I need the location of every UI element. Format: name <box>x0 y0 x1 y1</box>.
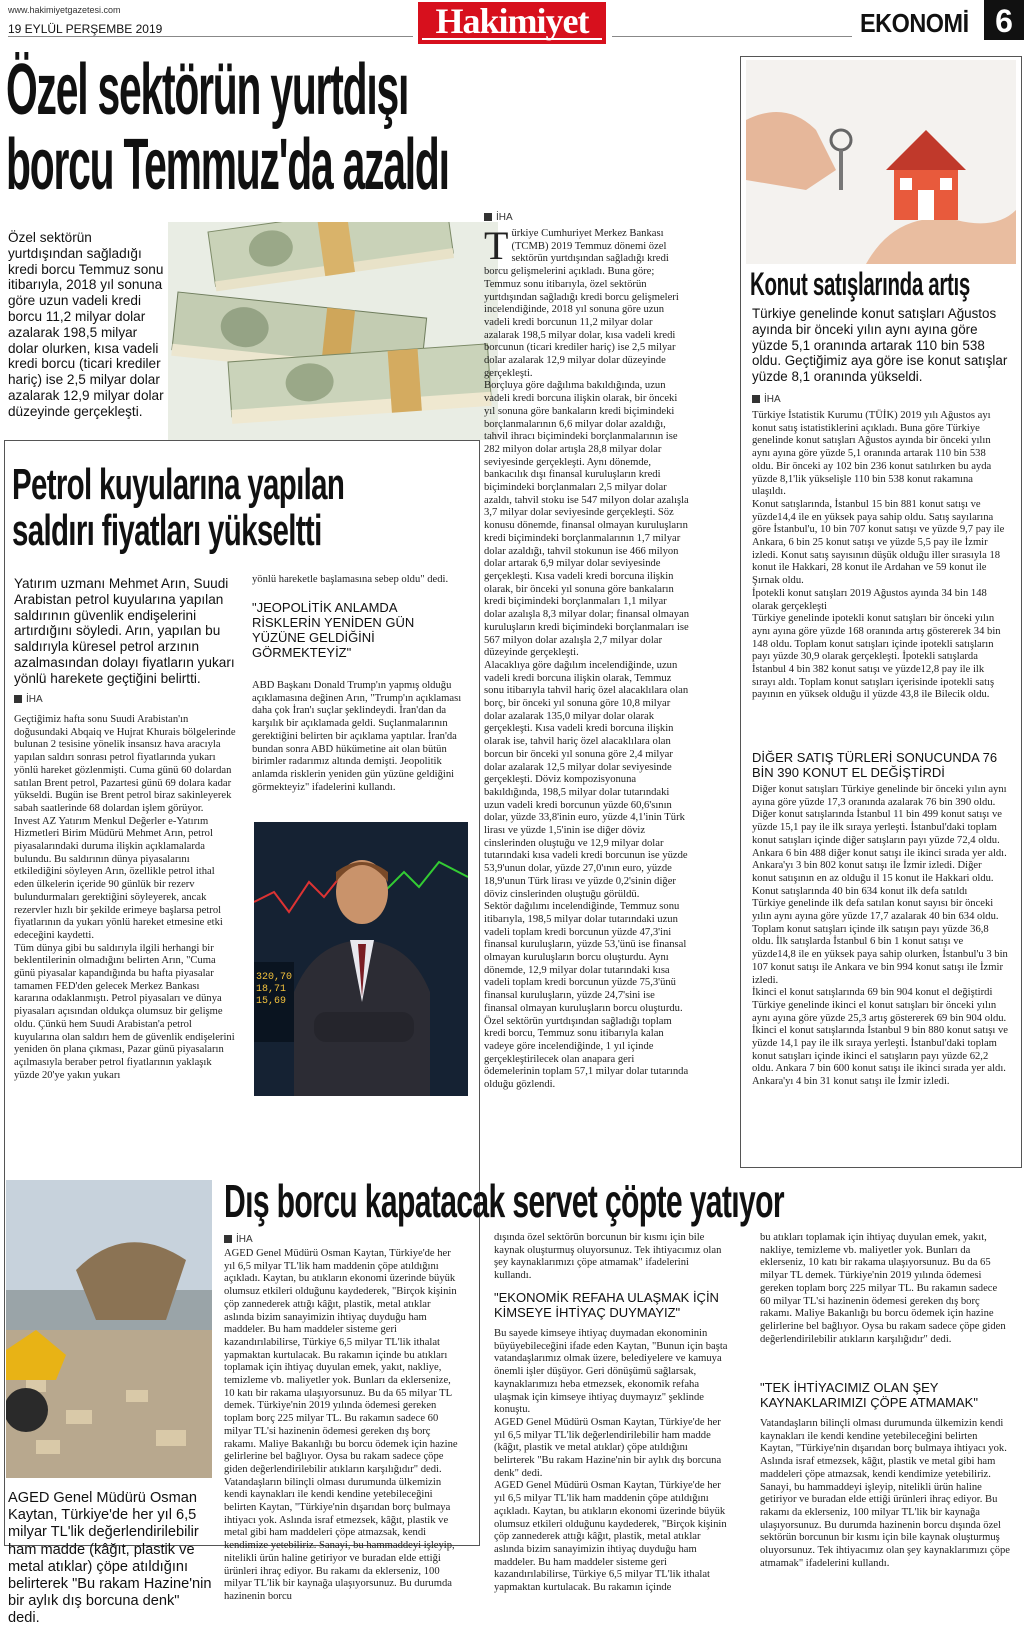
story1-first-paragraph <box>484 223 690 380</box>
dollar-stacks-image <box>168 222 498 440</box>
story2-paragraph: Invest AZ Yatırım Menkul Değerler e-Yatırım Hizmetleri Birim Müdürü Mehmet Arın, petrol piyasalarındaki duruma ilişkin açıklamalarda bulundu. Bu saldırının dünya piyasalarını etkilediğini söyleyen Arın, özellikle petrol ithal eden ülkelerin içeride 90 günlük bir rezerv bulundurmaları gerektiğini söyleyerek, ancak rezervler hızlı bir şekilde erimeye başlarsa petrol fiyatlarının da yukarı yönlü hareket etmesine etki edeceğini kaydetti. <box>14 815 223 941</box>
story3-subhead: DİĞER SATIŞ TÜRLERİ SONUCUNDA 76 BİN 390 KONUT EL DEĞİŞTİRDİ <box>752 750 998 780</box>
story3-lead: Türkiye genelinde konut satışları Ağustos ayında bir önceki yılın aynı ayına göre yüzde 5,1 oranında artarak 110 bin 538 oldu. Geçtiğimiz aya göre ise konut satışlar yüzde 8,1 oranında yükseldi. <box>752 306 1008 385</box>
story4-col3-second: Vatandaşların bilinçli olması durumunda ülkemizin kendi kaynakları ile kendi kendine yetebileceğini belirten Kaytan, "Türkiye'nin dışarıdan borç bulmaya ihtiyacı yok. Aslında israf etmezsek, kâğıt, plastik ve metal gibi ham maddeleri çöpe atmazsak, kendi kendimize yetebiliriz. Sanayi, bu hammaddeyi işleyip, nitelikli ürün haline getiriyor ve buradan elde ettiği ürünleri ihraç ediyor. Bu rakamı da eklerseniz, 100 milyar TL'lik bir kaynağa ulaşıyorsunuz. Bu durumda hazinenin borcu dışında özel sektörün borcunun bir kısmı için bile kaynak oluşturmuş oluyorsunuz. Tek ihtiyacımız olan şey kaynaklarımızı çöpe atmamak" ifadelerini kullandı. <box>760 1418 1011 1569</box>
story2-col2-top: yönlü hareketle başlamasına sebep oldu" dedi. <box>252 574 449 585</box>
screen-number: 15,69 <box>256 996 287 1007</box>
story3-paragraph: Türkiye İstatistik Kurumu (TÜİK) 2019 yılı Ağustos ayı konut satış istatistiklerini açıkladı. Buna göre Türkiye genelinde konut satışları Ağustos ayında bir önceki yılın aynı ayına göre yüzde 5,1 oranında artarak 110 bin 538 oldu. Bir önceki ay 102 bin 236 konut satılırken bu ayda yüzde 8,1'lik yükselişle 110 bin 538 konut rakamına ulaşıldı. <box>752 410 992 498</box>
story1-body-first: ürkiye Cumhuriyet Merkez Bankası (TCMB) 2019 Temmuz dönemi özel sektörün yurtdışından sağladığı kredi borcu gelişmelerini açıkladı. Buna göre; Temmuz sonu itibarıyla, özel sektörün yurtdışından sağladığı kredi borcu gelişmeleri incelendiğinde, 2018 yıl sonuna göre uzun vadeli kredi borcunun 11,2 milyar dolar azalarak 198,5 milyar dolar, kısa vadeli kredi borcunun (ticari krediler hariç) ise 2,5 milyar dolar azalarak 12,9 milyar dolar düzeyinde gerçekleşti. <box>484 228 679 379</box>
story2-paragraph: Geçtiğimiz hafta sonu Suudi Arabistan'ın doğusundaki Abqaiq ve Hujrat Khurais bölgelerinde bulunan 2 tesisine yönelik insansız hava aracıyla yapılan saldırı sonrası petrol fiyatlarında yukarı yönlü hareket gözlenmişti. Cuma günü 60 dolardan satılan Brent petrol, Pazartesi günü 69 dolara kadar yükseldi. Bugün ise Brent petrol biraz sakinleyerek sabah saatlerinde 68 dolardan işlem görüyor. <box>14 714 236 814</box>
header-rule <box>612 36 852 37</box>
masthead-date: 19 EYLÜL PERŞEMBE 2019 <box>8 22 163 36</box>
analyst-photo <box>254 822 468 1096</box>
story2-paragraph: Tüm dünya gibi bu saldırıyla ilgili herhangi bir beklentilerinin olmadığını belirten Arın, "Cuma günü piyasalar kapandığında bu hafta piyasalar tamamen FED'den gelecek Merkez Bankası kararına odaklanmıştı. Petrol piyasaları ve dünya piyasaları açısından oldukça olumsuz bir gelişme oldu. Çünkü hem Suudi Arabistan'a petrol kuyularına olan saldırı hem de güvenlik endişelerini yeniden ön plana çıkması, Pazar günü piyasaların açılmasıyla beraber petrol fiyatlarının yaklaşık yüzde 20'ye yakın yukarı <box>14 942 235 1081</box>
story1-headline-line2: borcu Temmuz'da azaldı <box>6 123 449 206</box>
story2-headline-line2: saldırı fiyatları yükseltti <box>12 506 322 555</box>
story3-body <box>752 410 1008 702</box>
story4-source-label: İHA <box>236 1234 253 1245</box>
story4-col1: AGED Genel Müdürü Osman Kaytan, Türkiye'de her yıl 6,5 milyar TL'lik ham maddenin çöpe atıldığını açıkladı. Kaytan, bu atıkların ekonomi üzerinde büyük olumsuz etkileri olduğunu kaydederek, "Birçok kişinin çöp zannederek attığı kâğıt, plastik, metal atıklar aslında bizim sanayimizin ihtiyaç duyduğu ham maddeler. Bu ham maddeler sisteme geri kazandırılabilirse, Türkiye 6,5 milyar TL'lik ithalat yapmaktan kurtulacak. Bu rakamın içinde bu atıkları toplamak için ihtiyaç duyulan emek, yakıt, nakliye, temizleme vb. maliyetler yok. Bunları da eklersenize, 10 katı bir rakama ulaşıyorsunuz. Bu da 65 milyar TL demek. Türkiye'nin 2019 yılında ödemesi gereken toplam borç 225 milyar TL. Bu rakamın sadece 60 milyar TL'si hazinenin ödemesi gereken dış borç rakamı. Maliye Bakanlığı bu borcu ödemek için hazine gelirlerine bel bağlıyor. Oysa bu rakam sadece çöpe giden değerlendirilebilir atıkların karşılığıdır" dedi. Vatandaşların bilinçli olması durumunda ülkemizin kendi kaynakları ile kendi kendine yetebileceğini belirten Kaytan, "Türkiye'nin dışarıdan borç bulmaya ihtiyacı yok. Aslında israf etmezsek, kâğıt, plastik ve metal gibi ham maddeleri çöpe atmazsak, kendi kendimize yetebiliriz. Sanayi, bu hammaddeyi işleyip, nitelikli ürün haline getiriyor ve buradan elde ettiği ürünleri ihraç ediyor. Bu rakamı da eklerseniz, 100 milyar TL'lik bir kaynağa ulaşıyorsunuz. Bu durumda hazinenin borcu <box>224 1248 458 1602</box>
money-photo <box>168 222 498 440</box>
story2-lead: Yatırım uzmanı Mehmet Arın, Suudi Arabistan petrol kuyularına yapılan saldırının güvenlik endişelerini artırdığını söyledi. Arın, yapılan bu saldırıyla küresel petrol arzının azalmasından dolayı fiyatların yukarı yönlü harekete geçtiğini belirtti. <box>14 576 235 686</box>
story3-headline: Konut satışlarında artış <box>750 266 970 302</box>
story2-headline <box>12 462 481 554</box>
story2-headline-line1: Petrol kuyularına yapılan <box>12 460 345 509</box>
house-icon <box>886 130 966 220</box>
page-number: 6 <box>984 0 1024 40</box>
source-square-icon <box>484 213 492 221</box>
story2-col2-body: ABD Başkanı Donald Trump'ın yapmış olduğu açıklamasına değinen Arın, "Trump'ın açıklaması daha çok İran'ı suçlar şeklindeydi. İran'dan da karşılık bir açıklamada geldi. Suçlanmalarının gerektiğini belirten bir açıklama yaptılar. İran'da bundan sonra ABD hükümetine ait olan bütün birimler radarımız altında demişti. Jeopolitik anlamda risklerin yeniden gün yüzüne geldiğini görmekteyiz" ifadelerini kullandı. <box>252 680 462 793</box>
screen-number: 18,71 <box>256 984 287 995</box>
story3-paragraph: Diğer konut satışları Türkiye genelinde bir önceki yılın aynı ayına göre yüzde 17,3 oranında azalarak 76 bin 390 oldu. Diğer konut satışlarında İstanbul 11 bin 499 konut satışı ve yüzde 15,1 pay ile ilk sıraya yerleşti. İstanbul'daki toplam konut satışları içinde diğer satışların payı yüzde 72,4 oldu. Ankara 6 bin 488 diğer konut satışı ile ikinci sırada yer aldı. Ankara'yı 3 bin 802 konut satışı ile İzmir izledi. Diğer konut satışının en az olduğu il 15 konut ile Hakkari oldu. <box>752 784 1007 884</box>
story1-source <box>484 212 513 223</box>
story4-subhead2: "TEK İHTİYACIMIZ OLAN ŞEY KAYNAKLARIMIZI ÇÖPE ATMAMAK" <box>760 1380 978 1410</box>
story3-body2 <box>752 784 1008 1089</box>
story1-source-label: İHA <box>496 212 513 223</box>
story4-source <box>224 1234 253 1245</box>
masthead-website: www.hakimiyetgazetesi.com <box>8 5 121 15</box>
story1-headline <box>6 48 726 206</box>
story1-body <box>484 223 690 1092</box>
story3-paragraph: Türkiye genelinde ilk defa satılan konut sayısı bir önceki yılın aynı ayına göre yüzde 17,7 azalarak 40 bin 634 oldu. Toplam konut satışları içinde ilk satışın payı yüzde 36,8 oldu. İlk satışlarda İstanbul 6 bin 1 konut satışı ve yüzde14,8 ile en yüksek paya sahip olurken, İstanbul'u 3 bin 107 konut satışı ile Ankara ve bin 994 konut satışı ile İzmir izledi. <box>752 898 1008 986</box>
story3-source-label: İHA <box>764 394 781 405</box>
story2-source <box>14 694 43 705</box>
story4-col3-first: bu atıkları toplamak için ihtiyaç duyulan emek, yakıt, nakliye, temizleme vb. maliyetler yok. Bunları da eklerseniz, 10 katı bir rakama ulaşıyorsunuz. Bu da 65 milyar TL demek. Türkiye'nin 2019 yılında ödemesi gereken toplam borç 225 milyar TL. Bu rakamın sadece 60 milyar TL'si hazinenin ödemesi gereken dış borç rakamı. Maliye Bakanlığı bu borcu ödemek için hazine gelirlerine bel bağlıyor. Oysa bu rakam sadece çöpe giden değerlendirilebilir atıkların karşılığıdır" dedi. <box>760 1232 1006 1345</box>
story3-source <box>752 394 781 405</box>
story3-paragraph: Türkiye genelinde ikinci el konut satışları bir önceki yılın aynı ayına göre yüzde 25,3 artış göstererek 69 bin 904 oldu. İkinci el konut satışlarında İstanbul 9 bin 880 konut satışı ve yüzde 14,1 pay ile ilk sıraya yerleşti. İstanbul'daki toplam konut satışları içinde ikinci el satışların payı yüzde 62,2 oldu. Ankara 7 bin 600 konut satışı ile ikinci sırada yer aldı. Ankara'yı 4 bin 31 konut satışı ile İzmir izledi. <box>752 999 1008 1088</box>
source-square-icon <box>224 1235 232 1243</box>
story1-paragraph: Alacaklıya göre dağılım incelendiğinde, uzun vadeli kredi borcuna ilişkin olarak, Temmuz sonu itibarıyla tahvil hariç özel alacaklılara olan borç, bir önceki yıl sonuna göre 10,8 milyar dolar azalarak 135,0 milyar dolar olarak gerçekleşti. Kısa vadeli kredi borcuna ilişkin olarak ise, tahvil hariç özel alacaklılara olan borcun bir önceki yıl sonuna göre 2,4 milyar dolar azalarak 12,5 milyar dolar seviyesinde gerçekleşti. Döviz kompozisyonuna bakıldığında, 198,5 milyar dolar tutarındaki uzun vadeli kredi borcunun yüzde 60,6'sının dolar, yüzde 33,8'inin euro, yüzde 4,1'inin Türk lirası ve yüzde 1,5'inin ise diğer döviz cinslerinden oluştuğu ve 12,9 milyar dolar tutarındaki kısa vadeli kredi borcunun ise yüzde 53,9'unun dolar, yüzde 27,0'ının euro, yüzde 18,9'unun Türk lirası ve yüzde 0,2'sinin diğer döviz cinslerinden oluştuğu görüldü. <box>484 659 689 900</box>
drop-cap: T <box>484 223 509 268</box>
house-key-image <box>746 60 1016 264</box>
story4-col2-second: Bu sayede kimseye ihtiyaç duymadan ekonominin büyüyebileceğini ifade eden Kaytan, "Bunun için başta vatandaşlarımız olmak üzere, belediyelere ve kamuya önemli işler düşüyor. Geri dönüşümü sağlarsak, kaynaklarımızı heba etmezsek, ekonomik refaha ulaşmak için kimseye ihtiyaç duymayız" şeklinde konuştu. AGED Genel Müdürü Osman Kaytan, Türkiye'de her yıl 6,5 milyar TL'lik değerlendirilebilir ham madde (kâğıt, plastik ve metal atıklar) çöpe atıldığını belirterek "Bu rakam Hazine'nin bir aylık dış borcuna denk" dedi. AGED Genel Müdürü Osman Kaytan, Türkiye'de her yıl 6,5 milyar TL'lik ham maddenin çöpe atıldığını açıkladı. Kaytan, bu atıkların ekonomi üzerinde büyük olumsuz etkileri olduğunu kaydederek, "Birçok kişinin çöp zannederek attığı kâğıt, plastik, metal atıklar aslında bizim sanayimizin ihtiyaç duyduğu ham maddeler. Bu ham maddeler sisteme geri kazandırılabilirse, Türkiye 6,5 milyar TL'lik ithalat yapmaktan kurtulacak. Bu rakamın içinde <box>494 1328 728 1594</box>
story3-paragraph: Türkiye genelinde ipotekli konut satışları bir önceki yılın aynı ayına göre yüzde 168 oranında artış göstererek 34 bin 148 oldu. Toplam konut satışları içinde ipotekli satışların payı yüzde 30,9 olarak gerçekleşti. İpotekli satışlarda İstanbul 4 bin 382 konut satışı ve yüzde12,8 pay ile ilk sırayı aldı. Toplam konut satışları içerisinde ipotekli satış payının en yüksek olduğu il yüzde 43,8 ile Bilecik oldu. <box>752 613 1001 701</box>
screen-number: 320,70 <box>256 972 293 983</box>
analyst-image <box>254 822 468 1096</box>
story1-paragraph: Sektör dağılımı incelendiğinde, Temmuz sonu itibarıyla, 198,5 milyar dolar tutarındaki uzun vadeli toplam kredi borcunun yüzde 47,3'ini finansal kuruluşların, yüzde 53,'ünü ise finansal olmayan kuruluşların borcu oluşturdu. Aynı dönemde, 12,9 milyar dolar tutarındaki kısa vadeli toplam kredi borcunun yüzde 75,3'ünü finansal kuruluşların, yüzde 24,7'sini ise finansal olmayan kuruluşların borcu oluşturdu. Özel sektörün yurtdışından sağladığı toplam kredi borcu, Temmuz sonu itibarıyla kalan vadeye göre incelendiğinde, 1 yıl içinde gerçekleştirilecek olan anapara geri ödemelerinin toplam 57,1 milyar dolar tutarında olduğu gözlendi. <box>484 901 689 1091</box>
waste-photo <box>6 1180 212 1478</box>
story1-headline-line1: Özel sektörün yurtdışı <box>6 48 409 131</box>
key-icon <box>831 130 851 190</box>
banknote-stack <box>208 222 454 291</box>
story2-body <box>14 714 236 1082</box>
story2-source-label: İHA <box>26 694 43 705</box>
story1-lead: Özel sektörün yurtdışından sağladığı kredi borcu Temmuz sonu itibarıyla, 2018 yıl sonuna göre uzun vadeli kredi borcu 11,2 milyar dolar azalarak 198,5 milyar dolar olurken, kısa vadeli kredi borcu (ticari krediler hariç) ise 2,5 milyar dolar azalarak 12,9 milyar dolar düzeyinde gerçekleşti. <box>8 230 164 419</box>
story2-subhead: "JEOPOLİTİK ANLAMDA RİSKLERİN YENİDEN GÜN YÜZÜNE GELDİĞİNİ GÖRMEKTEYİZ" <box>252 600 415 660</box>
header-rule <box>8 36 413 37</box>
waste-image <box>6 1180 212 1478</box>
story3-paragraph: Konut satışlarında, İstanbul 15 bin 881 konut satışı ve yüzde14,4 ile en yüksek paya sahip oldu. Satış sayılarına göre İstanbul'u, 10 bin 707 konut satışı ve yüzde 9,7 pay ile Ankara, 6 bin 25 konut satışı ve yüzde 5,5 pay ile İzmir izledi. Konut satış sayısının düşük olduğu iller sırasıyla 18 konut ile Hakkari, 28 konut ile Ardahan ve 59 konut ile Şırnak oldu. <box>752 498 1005 587</box>
section-label: EKONOMİ <box>860 8 969 38</box>
source-square-icon <box>14 695 22 703</box>
house-key-photo <box>746 60 1016 264</box>
story1-paragraph: Borçluya göre dağılıma bakıldığında, uzun vadeli kredi borcuna ilişkin olarak, bir önceki yıl sonuna göre bankaların kredi biçimindeki borçlanmalarının 6,6 milyar dolar azaldığı, tahvil ihracı biçimindeki borçlanmalarının ise 282 milyon dolar artışla 28,8 milyar dolar seviyesinde gerçekleşti. Aynı dönemde, bankacılık dışı finansal kuruluşların kredi biçimindeki borçlanmaları 2,5 milyar dolar azaldı, tahvil stoku ise 547 milyon dolar azalışla 3,7 milyar dolar seviyesinde gerçekleşti. Söz konusu dönemde, finansal olmayan kuruluşların kredi biçimindeki borçlanmalarının 1,7 milyar dolar azaldığı, tahvil stokunun ise 466 milyon dolar artarak 6,9 milyar dolar seviyesinde gerçekleşti. Kısa vadeli kredi borcuna ilişkin olarak, bir önceki yıl sonuna göre bankaların kredi biçimindeki borçlanmaları 1,1 milyar dolar azalışla 8,3 milyar dolar; finansal olmayan kuruluşların kredi biçimindeki borçlanmaları ise 567 milyon dolar azalışla 2,7 milyar dolar düzeyinde gerçekleşti. <box>484 380 690 659</box>
story3-paragraph: Konut satışlarında 40 bin 634 konut ilk defa satıldı <box>752 885 968 897</box>
story4-subhead1: "EKONOMİK REFAHA ULAŞMAK İÇİN KİMSEYE İHTİYAÇ DUYMAYIZ" <box>494 1290 719 1320</box>
story4-headline: Dış borcu kapatacak servet çöpte yatıyor <box>224 1175 784 1227</box>
story4-col2-first: dışında özel sektörün borcunun bir kısmı için bile kaynak oluşturmuş oluyorsunuz. Tek ihtiyacımız olan şey kaynaklarımızı çöpe atmamak" ifadelerini kullandı. <box>494 1232 722 1282</box>
story3-paragraph: İpotekli konut satışları 2019 Ağustos ayında 34 bin 148 olarak gerçekleşti <box>752 587 987 612</box>
story3-paragraph: İkinci el konut satışlarında 69 bin 904 konut el değiştirdi <box>752 987 993 999</box>
masthead-logo-text: Hakimiyet <box>435 1 589 41</box>
masthead-logo <box>418 2 606 44</box>
source-square-icon <box>752 395 760 403</box>
story4-caption: AGED Genel Müdürü Osman Kaytan, Türkiye'de her yıl 6,5 milyar TL'lik değerlendirilebilir ham madde (kâğıt, plastik ve metal atıklar) çöpe atıldığını belirterek "Bu rakam Hazine'nin bir aylık dış borcuna denk" dedi. <box>8 1490 212 1627</box>
